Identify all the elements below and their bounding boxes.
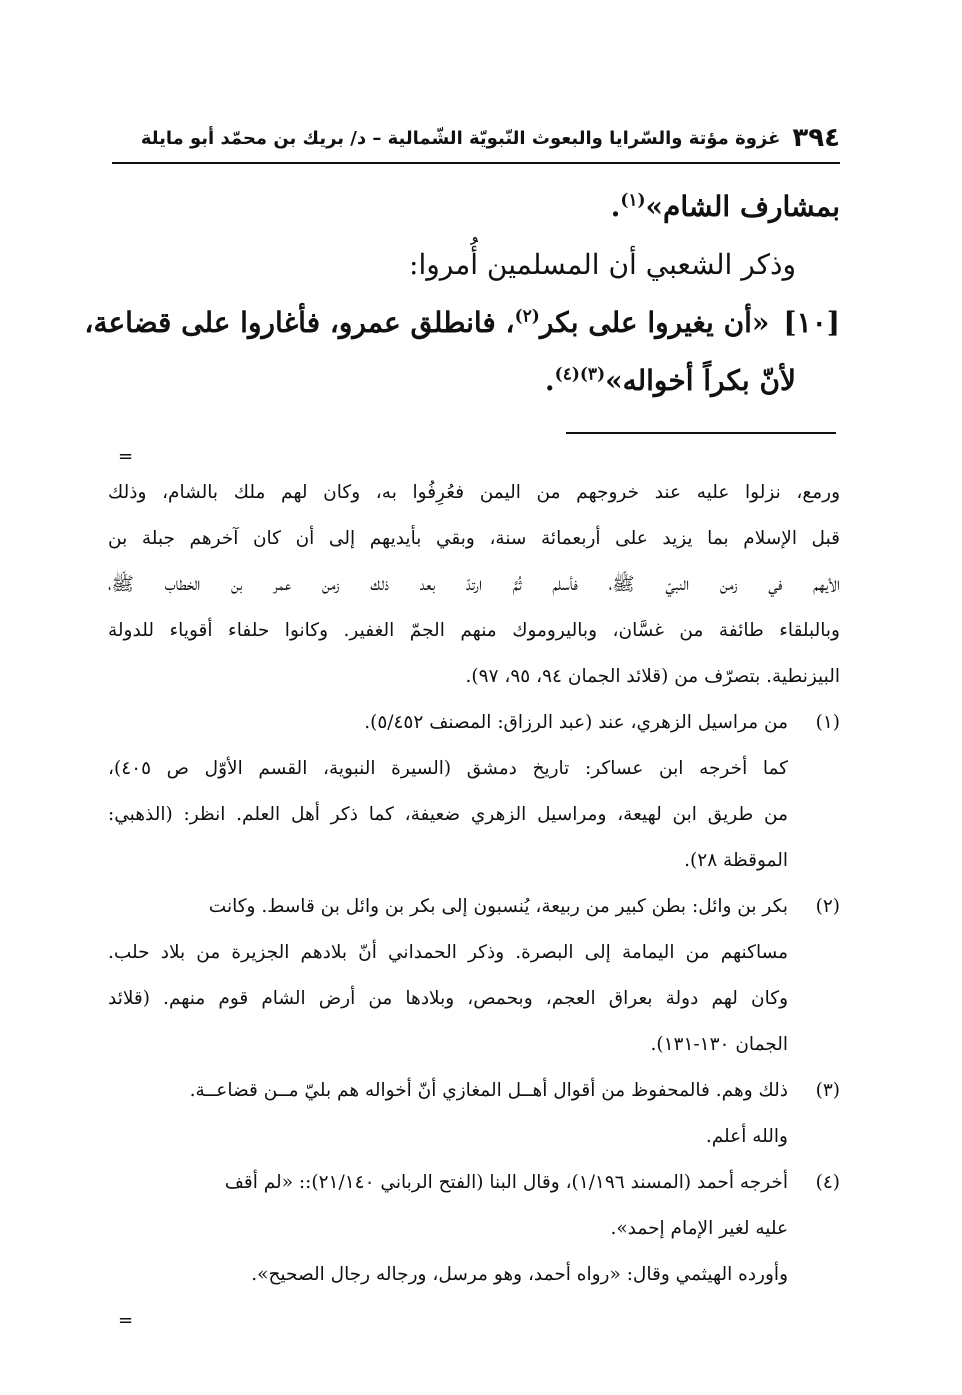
- footnote-1: [108, 700, 840, 746]
- continuation-line: البيزنطية. بتصرّف من (قلائد الجمان ٩٤، ٩٥، ٩٧).: [465, 666, 840, 687]
- footnote-line: مساكنهم من اليمامة إلى البصرة. وذكر الحمداني أنّ بلادهم الجزيرة من بلاد حلب.: [108, 942, 788, 963]
- footnote-text: من مراسيل الزهري، عند (عبد الرزاق: المصنف ٥/٤٥٢).: [364, 712, 788, 733]
- main-line-1: [108, 178, 840, 236]
- continuation-line: وبالبلقاء طائفة من غسَّان، وباليروموك منهم الجمّ الغفير. وكانوا حلفاء أقوياء للدولة: [108, 620, 840, 641]
- footnote-line: عليه لغير الإمام إحمد».: [610, 1218, 788, 1239]
- footnote-line: الموقظة ٢٨).: [684, 850, 788, 871]
- footnote-number: (٣): [815, 1080, 840, 1101]
- footnote-number: (٤): [815, 1172, 840, 1193]
- main-line-4-end: .: [544, 364, 555, 397]
- footnote-line: الجمان ١٣٠-١٣١).: [650, 1034, 788, 1055]
- continuation-mark: =: [118, 446, 134, 467]
- footnote-ref-3-4: (٣)(٤): [554, 364, 606, 385]
- main-line-3: [84, 294, 840, 352]
- footnote-number: (٢): [815, 896, 840, 917]
- footnote-text: ذلك وهم. فالمحفوظ من أقوال أهــل المغازي أنّ أخواله هم بليّ مــن قضاعــة.: [189, 1080, 788, 1101]
- main-line-2: وذكر الشعبي أن المسلمين أُمروا:: [409, 248, 796, 281]
- footnotes: [108, 470, 840, 1298]
- main-line-1-end: .: [610, 190, 621, 223]
- page-number: ٣٩٤: [792, 123, 840, 153]
- main-line-4: [108, 352, 840, 410]
- footnote-line: من طريق ابن لهيعة، ومراسيل الزهري ضعيفة، كما ذكر أهل العلم. انظر: (الذهبي:: [108, 804, 788, 825]
- footnote-text: أخرجه أحمد (المسند ١/١٩٦)، وقال البنا (الفتح الرباني ٢١/١٤٠):: «لم أقف: [224, 1172, 788, 1193]
- main-line-4-a: لأنّ بكراً أخواله»: [605, 364, 796, 397]
- footnote-separator: [566, 432, 836, 434]
- footnote-ref-2: (٢): [514, 306, 540, 327]
- footnote-number: (١): [815, 712, 840, 733]
- closing-line: وأورده الهيثمي وقال: «رواه أحمد، وهو مرسل، ورجاله رجال الصحيح».: [251, 1264, 788, 1285]
- continuation-line: قبل الإسلام بما يزيد على أربعمائة سنة، وبقي بأيديهم إلى أن كان آخرهم جبلة بن: [108, 528, 840, 549]
- footnote-line: والله أعلم.: [705, 1126, 788, 1147]
- continuation-line: ورمع، نزلوا عليه عند خروجهم من اليمن فعُرِفُوا به، وكان لهم ملك بالشام، وذلك: [108, 482, 840, 503]
- main-text: [84, 178, 840, 410]
- page-header: [112, 118, 840, 158]
- footnote-4: [108, 1160, 840, 1206]
- continuation-line: الأيهم في زمن النبيّ ﷺ، فأسلم ثُمَّ ارتدّ بعد ذلك زمن عمر بن الخطاب ﷺ،: [108, 574, 840, 595]
- footnote-line: وكان لهم دولة بعراق العجم، وبحمص، وبلادها من أرض الشام قوم منهم. (قلائد: [108, 988, 788, 1009]
- footnote-line: كما أخرجه ابن عساكر: تاريخ دمشق (السيرة النبوية، القسم الأوّل ص ٤٠٥)،: [108, 758, 788, 779]
- paragraph-number: [١٠]: [783, 306, 840, 339]
- page-end-mark: =: [118, 1310, 134, 1331]
- footnote-text: بكر بن وائل: بطن كبير من ربيعة، يُنسبون إلى بكر بن وائل بن قاسط. وكانت: [208, 896, 788, 917]
- footnote-ref-1: (١): [620, 190, 646, 211]
- main-line-3-a: «أن يغيروا على بكر: [539, 306, 770, 339]
- footnote-3: [108, 1068, 840, 1114]
- main-line-3-b: ، فانطلق عمرو، فأغاروا على قضاعة،: [84, 306, 515, 339]
- footnote-2: [108, 884, 840, 930]
- header-rule: [112, 162, 840, 164]
- main-line-1-text: بمشارف الشام»: [645, 190, 840, 223]
- running-title: غزوة مؤتة والسّرايا والبعوث النّبويّة الشّمالية – د/ بريك بن محمّد أبو مايلة: [140, 127, 781, 149]
